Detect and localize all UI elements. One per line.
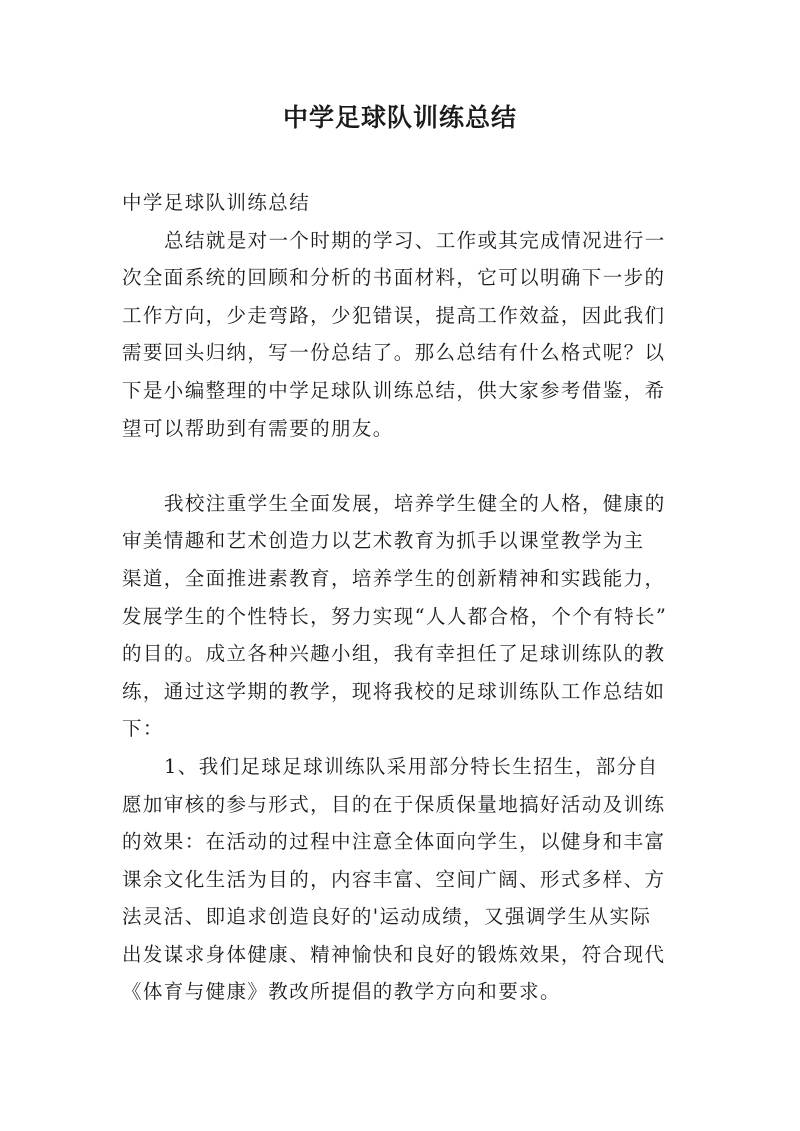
paragraph-school bbox=[122, 485, 684, 748]
document-body bbox=[122, 184, 684, 1011]
paragraph-intro bbox=[122, 222, 684, 448]
text-line: 我校注重学生全面发展，培养学生健全的人格，健康的 bbox=[164, 491, 666, 515]
document-title: 中学足球队训练总结 bbox=[282, 103, 517, 132]
text-line: 需要回头归纳，写一份总结了。那么总结有什么格式呢？以 bbox=[122, 341, 666, 365]
text-line: 发展学生的个性特长，努力实现“人人都合格，个个有特长” bbox=[122, 604, 668, 628]
subtitle-line: 中学足球队训练总结 bbox=[122, 191, 311, 214]
text-line: 的目的。成立各种兴趣小组，我有幸担任了足球训练队的教 bbox=[122, 642, 666, 666]
text-line: 审美情趣和艺术创造力以艺术教育为抓手以课堂教学为主 bbox=[122, 529, 645, 553]
text-line: 愿加审核的参与形式，目的在于保质保量地搞好活动及训练 bbox=[122, 792, 666, 816]
text-line: 渠道，全面推进素教育，培养学生的创新精神和实践能力， bbox=[122, 566, 666, 590]
text-line: 课余文化生活为目的，内容丰富、空间广阔、形式多样、方 bbox=[122, 867, 666, 891]
text-line: 出发谋求身体健康、精神愉快和良好的锻炼效果，符合现代 bbox=[122, 942, 666, 966]
text-line: 总结就是对一个时期的学习、工作或其完成情况进行一 bbox=[164, 228, 666, 252]
text-line: 练，通过这学期的教学，现将我校的足球训练队工作总结如 bbox=[122, 679, 666, 703]
text-line: 《体育与健康》教改所提倡的教学方向和要求。 bbox=[122, 980, 561, 1004]
text-line: 1、我们足球足球训练队采用部分特长生招生，部分自 bbox=[164, 754, 659, 778]
text-line: 望可以帮助到有需要的朋友。 bbox=[122, 416, 394, 440]
paragraph-spacer bbox=[122, 447, 684, 485]
text-line: 次全面系统的回顾和分析的书面材料，它可以明确下一步的 bbox=[122, 266, 666, 290]
text-line: 下是小编整理的中学足球队训练总结，供大家参考借鉴，希 bbox=[122, 378, 666, 402]
text-line: 法灵活、即追求创造良好的'运动成绩，又强调学生从实际 bbox=[122, 905, 652, 929]
paragraph-point-1 bbox=[122, 748, 684, 1011]
text-line: 下： bbox=[122, 717, 164, 741]
text-line: 工作方向，少走弯路，少犯错误，提高工作效益，因此我们 bbox=[122, 303, 666, 327]
text-line: 的效果：在活动的过程中注意全体面向学生，以健身和丰富 bbox=[122, 830, 666, 854]
